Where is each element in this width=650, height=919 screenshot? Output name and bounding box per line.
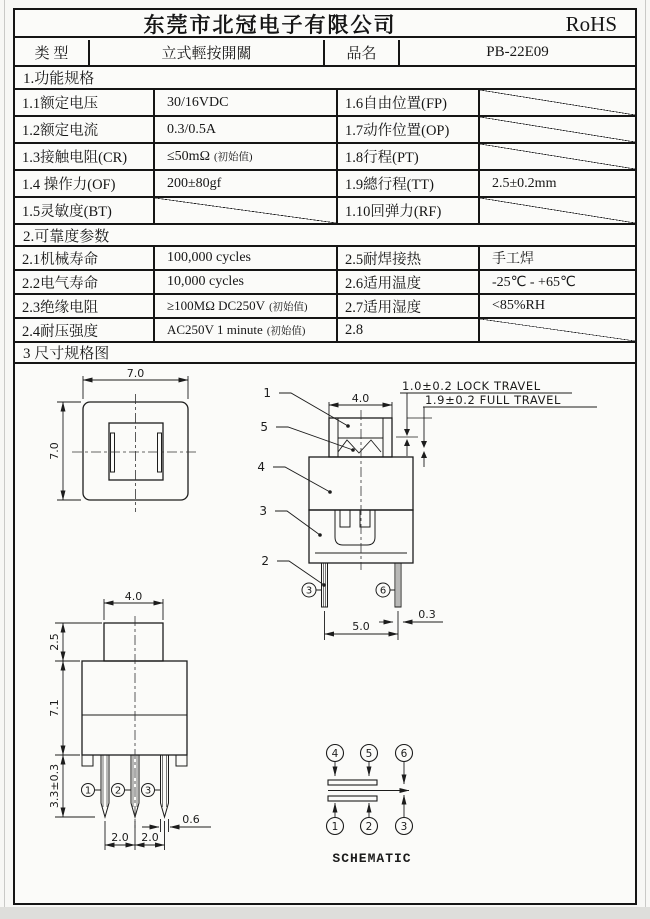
spec-label: 1.3接触电阻(CR) (15, 144, 155, 169)
callout-5: 5 (260, 420, 268, 434)
front-pin-1-label: 1 (84, 785, 92, 797)
top-view-left-slot (111, 433, 115, 472)
side-view (257, 379, 597, 640)
spec-value (155, 319, 338, 341)
part-name-label: 品名 (325, 40, 400, 65)
spec-value-empty (155, 198, 338, 223)
top-view-centerlines (72, 394, 198, 512)
body-height-label: 7.1 (48, 699, 61, 717)
part-number: PB-22E09 (486, 44, 549, 60)
spec-label: 2.1机械寿命 (15, 247, 155, 269)
schematic-fixed-contact-top (328, 780, 377, 785)
side-view-cap-width-label: 4.0 (351, 392, 370, 405)
spec-value-empty (480, 319, 635, 341)
spec-row-1-2 (15, 117, 635, 144)
side-view-body (309, 457, 413, 510)
spec-value-empty (480, 144, 635, 169)
spec-row-1-5 (15, 198, 635, 225)
schematic-pin-5: 5 (365, 748, 373, 760)
spec-value: 2.5±0.2mm (492, 175, 557, 191)
front-pin-3-label: 3 (144, 785, 152, 797)
side-view-base (309, 510, 413, 563)
spec-value-empty (480, 198, 635, 223)
top-view-button (109, 423, 163, 480)
top-view-right-slot (158, 433, 162, 472)
spec-value-empty (480, 90, 635, 115)
spec-label: 1.2额定电流 (15, 117, 155, 142)
spec-label: 1.5灵敏度(BT) (15, 198, 155, 223)
spec-row-1-4 (15, 171, 635, 198)
spec-label: 1.1额定电压 (15, 90, 155, 115)
front-view-left-dims (55, 623, 102, 817)
spec-value-main: ≤50mΩ (167, 148, 210, 164)
spec-value: <85%RH (492, 298, 546, 313)
spec-label: 1.6自由位置(FP) (338, 90, 480, 115)
spec-label: 1.8行程(PT) (338, 144, 480, 169)
schematic-title: SCHEMATIC (332, 851, 412, 866)
schematic-pin-4: 4 (331, 748, 339, 760)
type-label: 类 型 (15, 40, 90, 65)
section-2-title: 2.可靠度参数 (15, 225, 635, 247)
front-view-right-foot (176, 755, 187, 766)
spec-label: 2.8 (338, 319, 480, 341)
spec-value: 10,000 cycles (155, 271, 338, 293)
spec-row-2-4 (15, 319, 635, 343)
top-view (48, 367, 198, 512)
spec-value: 200±80gf (155, 171, 338, 196)
spec-label: 1.10回弹力(RF) (338, 198, 480, 223)
front-view (48, 590, 211, 850)
spec-value: 手工焊 (492, 252, 534, 267)
schematic-pin-1: 1 (331, 821, 339, 833)
front-view-left-foot (82, 755, 93, 766)
top-view-width-label: 7.0 (126, 367, 145, 380)
spec-label: 1.9總行程(TT) (338, 171, 480, 196)
spec-value-note: (初始值) (213, 152, 253, 163)
full-travel-label: 1.9±0.2 FULL TRAVEL (425, 393, 561, 407)
spec-label: 1.4 操作力(OF) (15, 171, 155, 196)
spec-value (155, 144, 338, 169)
spec-value: 100,000 cycles (155, 247, 338, 269)
type-value: 立式輕按開關 (90, 40, 325, 65)
top-view-height-label: 7.0 (48, 442, 61, 460)
callout-3: 3 (259, 504, 267, 518)
spec-row-1-3 (15, 144, 635, 171)
spec-label: 2.4耐压强度 (15, 319, 155, 341)
pin-length-label: 3.3±0.3 (48, 763, 61, 809)
schematic-pin-6: 6 (400, 748, 408, 760)
front-cap-width-label: 4.0 (124, 590, 143, 603)
section-3-title: 3 尺寸规格图 (15, 343, 635, 364)
page-left-edge (4, 0, 5, 907)
spec-label: 2.5耐焊接热 (338, 247, 480, 269)
front-view-cap (104, 623, 163, 661)
spec-row-2-2 (15, 271, 635, 295)
spec-label: 2.2电气寿命 (15, 271, 155, 293)
spec-value-main: ≥100MΩ DC250V (167, 298, 266, 313)
datasheet (13, 8, 637, 905)
schematic (327, 745, 413, 867)
pitch1-label: 2.0 (111, 831, 129, 844)
title-row (15, 10, 635, 38)
pin-width-label: 0.3 (418, 608, 436, 621)
schematic-leads (335, 762, 404, 818)
spec-label: 1.7动作位置(OP) (338, 117, 480, 142)
front-pin-width-label: 0.6 (182, 813, 200, 826)
spec-value-main: AC250V 1 minute (167, 322, 263, 337)
dimension-drawing (15, 366, 635, 903)
front-view-body (82, 661, 187, 755)
spec-label: 2.6适用温度 (338, 271, 480, 293)
spec-label: 2.7适用湿度 (338, 295, 480, 317)
spec-value-note: (初始值) (269, 301, 308, 313)
pitch2-label: 2.0 (141, 831, 159, 844)
callout-4: 4 (257, 460, 265, 474)
schematic-pin-2: 2 (365, 821, 373, 833)
callout-1: 1 (263, 386, 271, 400)
page-bottom-shadow (0, 907, 650, 919)
schematic-pin-3: 3 (400, 821, 408, 833)
section-1-title: 1.功能规格 (15, 67, 635, 90)
side-pin-3-label: 3 (305, 585, 313, 597)
spec-value: 30/16VDC (155, 90, 338, 115)
spec-row-1-1 (15, 90, 635, 117)
rohs-mark: RoHS (565, 11, 617, 36)
spec-value-note: (初始值) (266, 325, 306, 337)
company-name: 东莞市北冠电子有限公司 (143, 13, 397, 37)
spec-row-2-3 (15, 295, 635, 319)
lock-travel-label: 1.0±0.2 LOCK TRAVEL (402, 379, 541, 393)
cap-height-label: 2.5 (48, 633, 61, 651)
front-pin-2-label: 2 (114, 785, 122, 797)
schematic-fixed-contact-bottom (328, 796, 377, 801)
spec-value: -25℃ - +65℃ (492, 274, 576, 290)
spec-row-2-1 (15, 247, 635, 271)
side-pin-6-label: 6 (379, 585, 387, 597)
pin-span-label: 5.0 (352, 620, 370, 633)
spec-value (155, 295, 338, 317)
spec-value: 0.3/0.5A (155, 117, 338, 142)
spec-value-empty (480, 117, 635, 142)
type-row (15, 40, 635, 67)
callout-2: 2 (261, 554, 269, 568)
page-right-edge (645, 0, 646, 907)
part-leaders (273, 393, 355, 587)
spec-label: 2.3绝缘电阻 (15, 295, 155, 317)
